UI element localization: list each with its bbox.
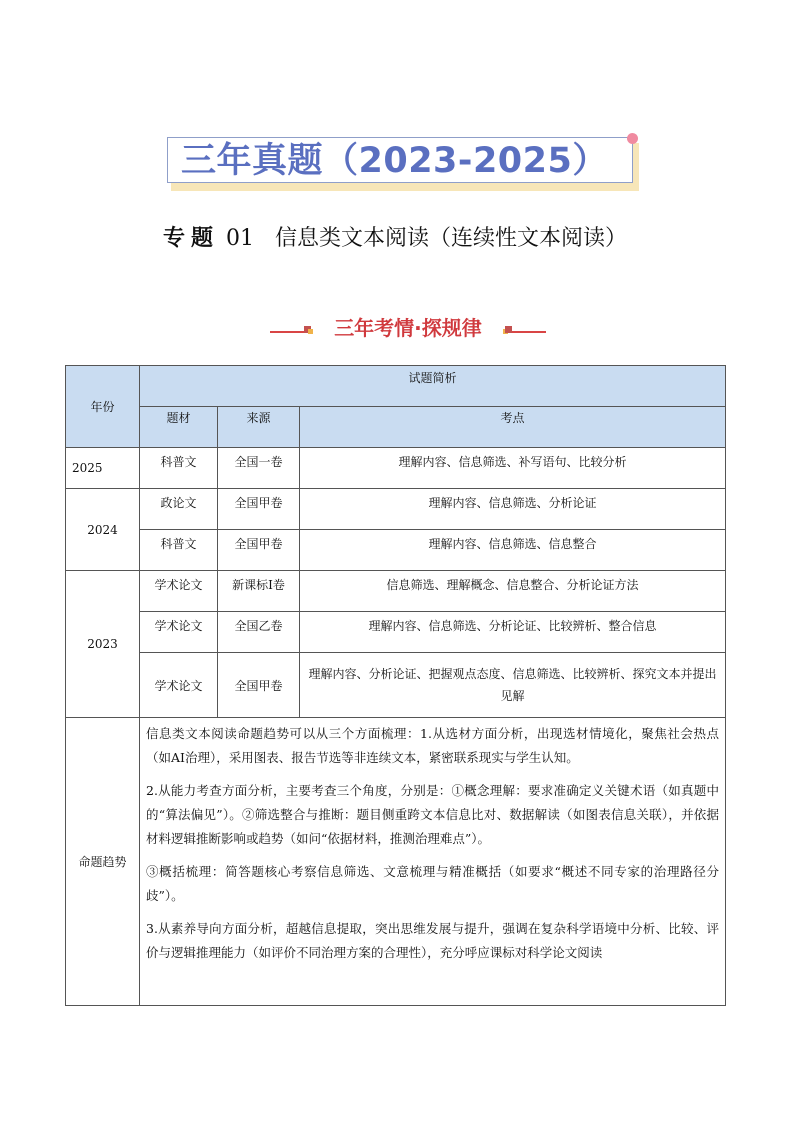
- section-heading: [270, 312, 546, 344]
- section-square-left-accent: [308, 329, 313, 334]
- year-cell: 2024: [66, 489, 140, 571]
- points-cell: 信息筛选、理解概念、信息整合、分析论证方法: [300, 571, 726, 612]
- source-cell: 全国甲卷: [218, 530, 300, 571]
- trend-paragraph: 2.从能力考查方面分析，主要考查三个角度，分别是：①概念理解：要求准确定义关键术语（如真题中的“算法偏见”）。②筛选整合与推断：题目侧重跨文本信息比对、数据解读（如图表信息关联），并依据材料逻辑推断影响或趋势（如问“依据材料，推测治理难点”）。: [146, 783, 720, 846]
- section-title: 三年考情·探规律: [334, 316, 482, 340]
- material-cell: 学术论文: [140, 612, 218, 653]
- source-cell: 全国甲卷: [218, 489, 300, 530]
- topic-number: 01: [226, 226, 255, 251]
- source-cell: 全国甲卷: [218, 653, 300, 718]
- topic-title: 信息类文本阅读（连续性文本阅读）: [275, 226, 628, 251]
- trend-row: [66, 718, 726, 1006]
- exam-analysis-table: [65, 365, 726, 1006]
- trend-paragraph: 3.从素养导向方面分析，超越信息提取，突出思维发展与提升，强调在复杂科学语境中分析、比较、评价与逻辑推理能力（如评价不同治理方案的合理性），充分呼应课标对科学论文阅读: [146, 921, 720, 960]
- points-cell: 理解内容、信息筛选、补写语句、比较分析: [300, 448, 726, 489]
- points-cell: 理解内容、信息筛选、分析论证: [300, 489, 726, 530]
- source-header: 来源: [218, 407, 300, 448]
- table-row: [66, 653, 726, 718]
- table-row: [66, 448, 726, 489]
- material-cell: 学术论文: [140, 571, 218, 612]
- topic-heading: [163, 221, 627, 255]
- year-header: 年份: [66, 366, 140, 448]
- points-cell: 理解内容、信息筛选、信息整合: [300, 530, 726, 571]
- trend-content: [140, 718, 726, 1006]
- trend-paragraph: 信息类文本阅读命题趋势可以从三个方面梳理：1.从选材方面分析，出现选材情境化，聚焦社会热点（如AI治理），采用图表、报告节选等非连续文本，紧密联系现实与学生认知。: [146, 726, 720, 765]
- points-cell: 理解内容、分析论证、把握观点态度、信息筛选、比较辨析、探究文本并提出见解: [300, 653, 726, 718]
- table-row: [66, 530, 726, 571]
- section-square-right: [505, 326, 512, 333]
- year-cell: 2025: [66, 448, 140, 489]
- material-cell: 科普文: [140, 448, 218, 489]
- topic-tag: 专题: [163, 225, 220, 251]
- banner-dot-decoration: [627, 133, 638, 144]
- analysis-header: 试题简析: [140, 366, 726, 407]
- material-cell: 政论文: [140, 489, 218, 530]
- points-header: 考点: [300, 407, 726, 448]
- source-cell: 新课标Ⅰ卷: [218, 571, 300, 612]
- source-cell: 全国乙卷: [218, 612, 300, 653]
- section-line-right: [512, 331, 546, 333]
- trend-paragraph: ③概括梳理：简答题核心考察信息筛选、文意梳理与精准概括（如要求“概述不同专家的治理路径分歧”）。: [146, 864, 720, 903]
- table-row: [66, 489, 726, 530]
- points-cell: 理解内容、信息筛选、分析论证、比较辨析、整合信息: [300, 612, 726, 653]
- banner-title: 三年真题（2023-2025）: [181, 141, 608, 181]
- table-row: [66, 612, 726, 653]
- table-row: [66, 571, 726, 612]
- section-line-left: [270, 331, 304, 333]
- title-banner: [167, 137, 641, 191]
- material-cell: 科普文: [140, 530, 218, 571]
- year-cell: 2023: [66, 571, 140, 718]
- material-cell: 学术论文: [140, 653, 218, 718]
- source-cell: 全国一卷: [218, 448, 300, 489]
- trend-label: 命题趋势: [66, 718, 140, 1006]
- material-header: 题材: [140, 407, 218, 448]
